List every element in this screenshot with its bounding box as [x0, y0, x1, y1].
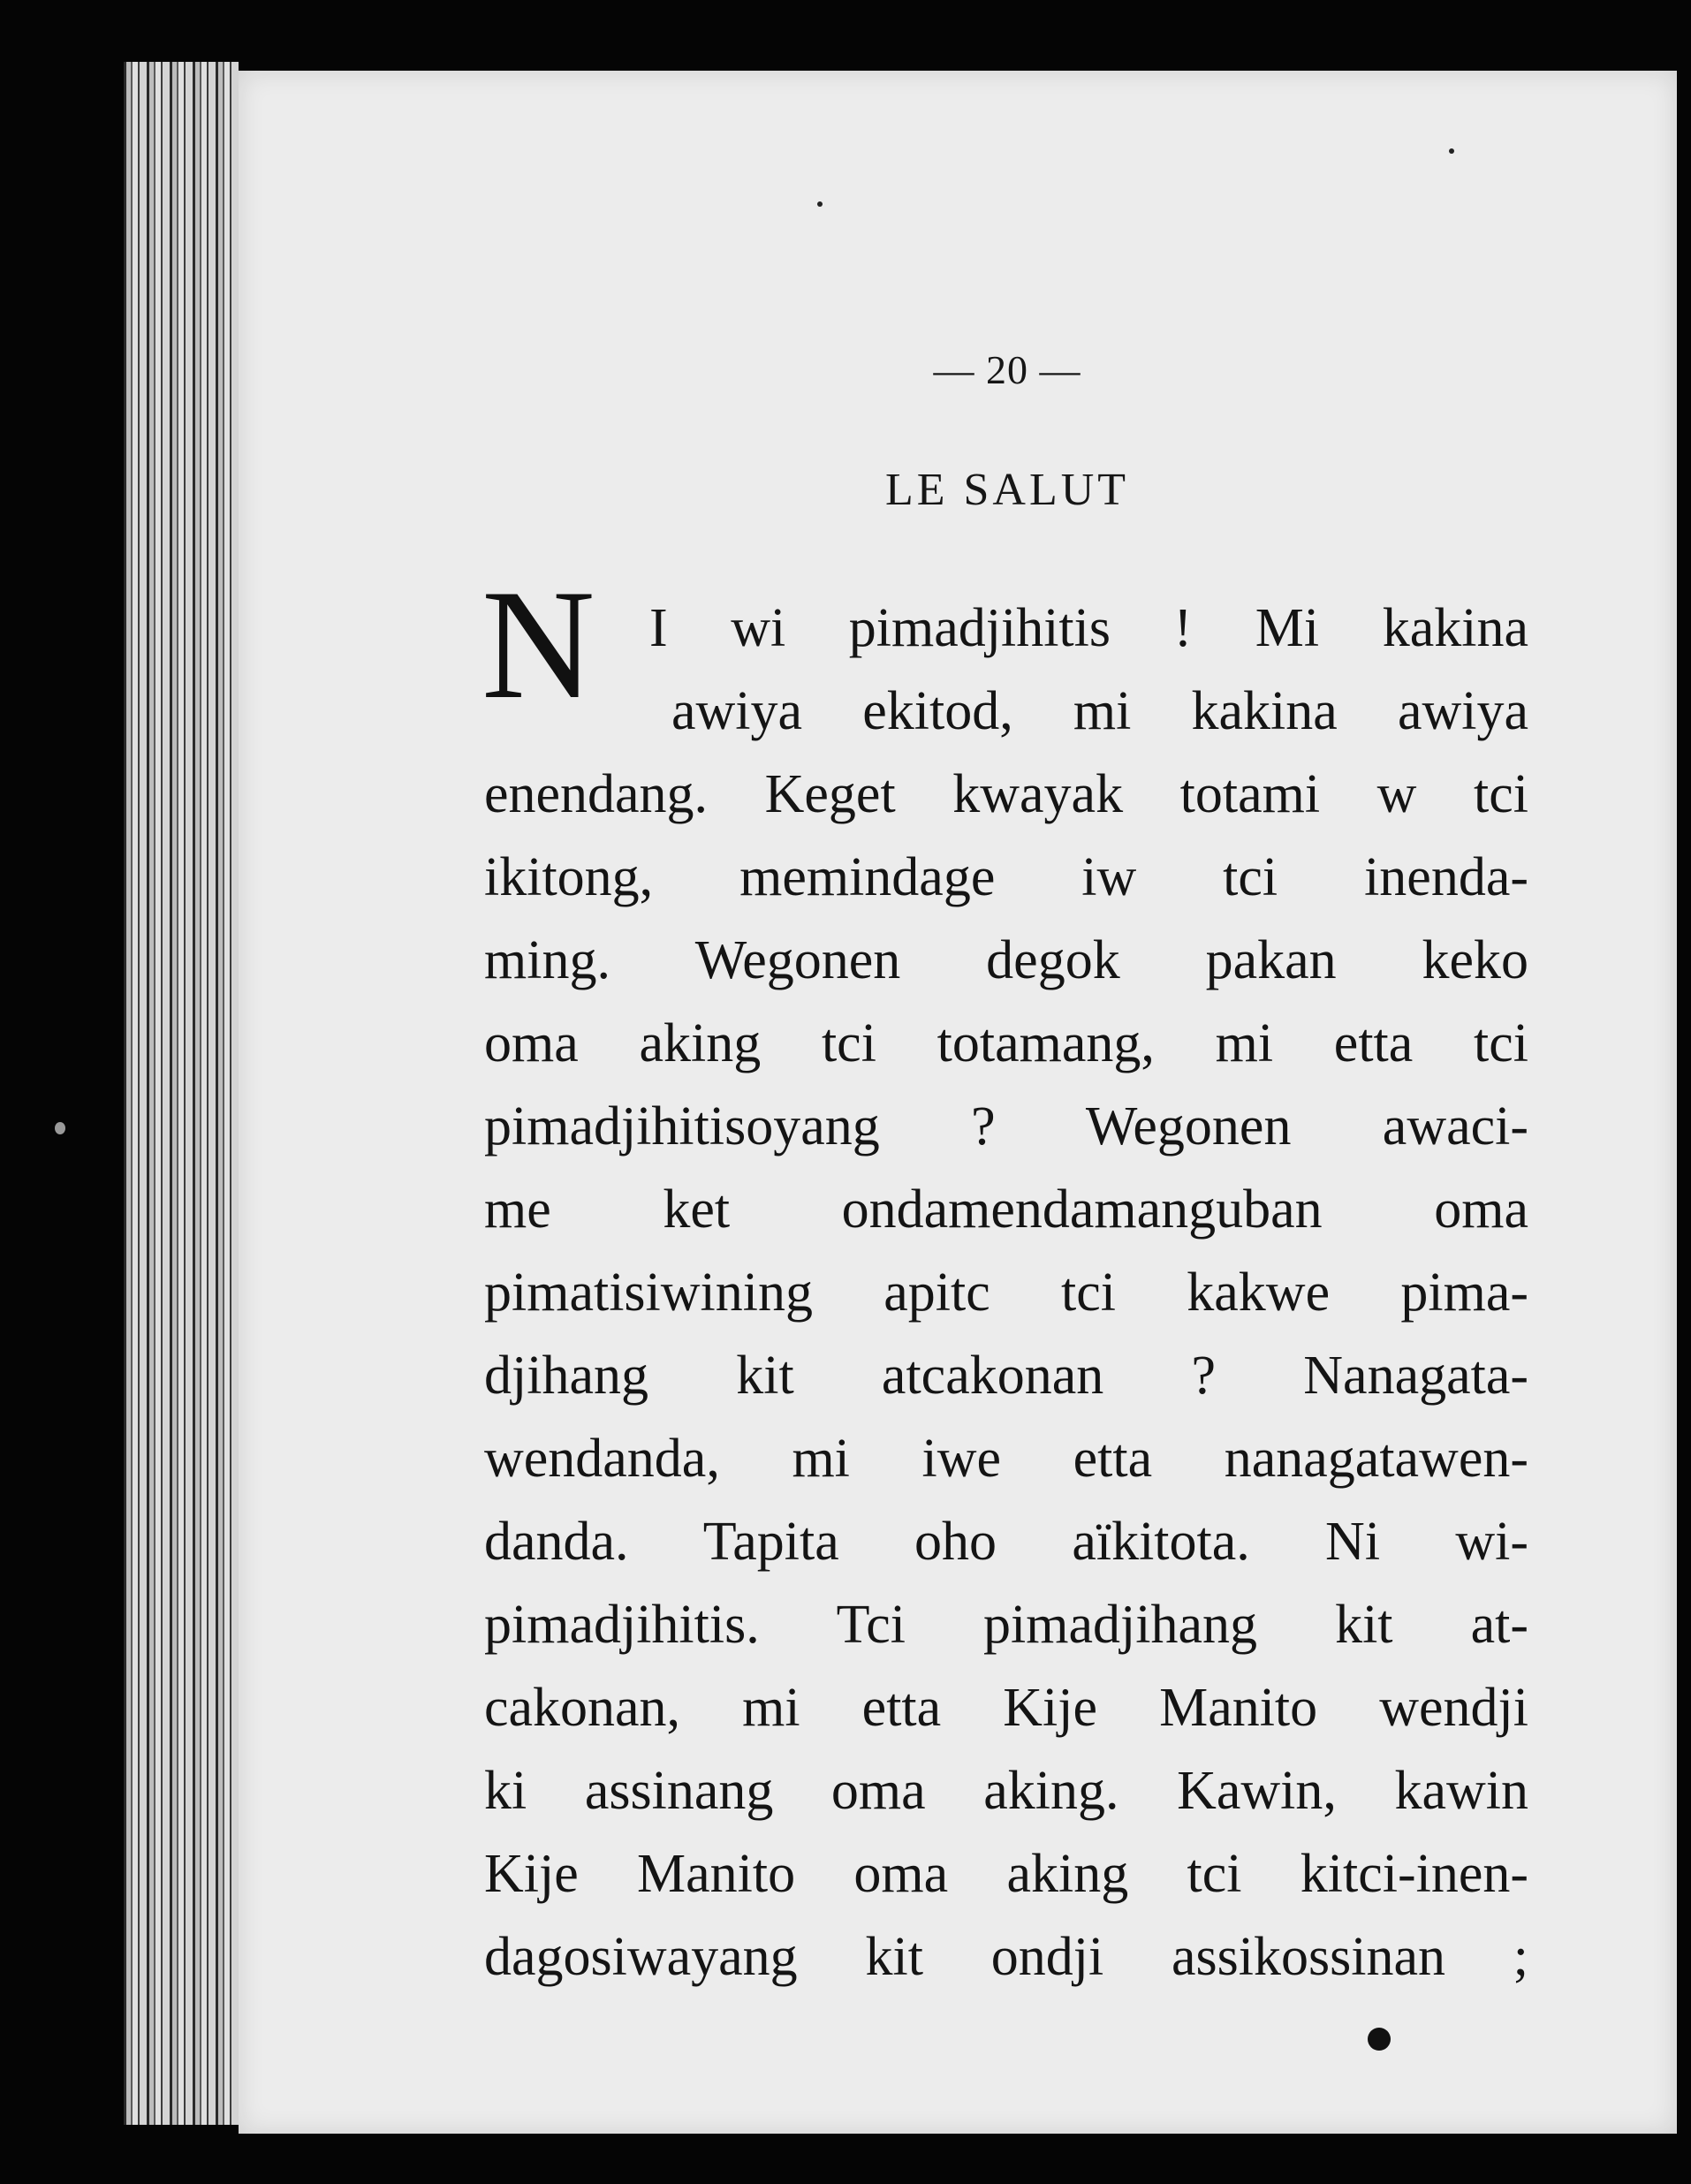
text-line: ming. Wegonen degok pakan keko [484, 930, 1528, 990]
text-line: enendang. Keget kwayak totami w tci [484, 764, 1528, 824]
text-line: me ket ondamendamanguban oma [484, 1179, 1528, 1240]
text-line: pimadjihitis. Tci pimadjihang kit at- [484, 1595, 1528, 1655]
ink-speck [817, 201, 823, 207]
ink-blot [1368, 2028, 1391, 2051]
text-line: I wi pimadjihitis ! Mi kakina [649, 598, 1528, 658]
ink-speck [1449, 148, 1454, 154]
text-line: pimadjihitisoyang ? Wegonen awaci- [484, 1096, 1528, 1156]
text-line: cakonan, mi etta Kije Manito wendji [484, 1678, 1528, 1738]
text-line: Kije Manito oma aking tci kitci-inen- [484, 1844, 1528, 1904]
book-page-edges [124, 62, 239, 2125]
text-line: pimatisiwining apitc tci kakwe pima- [484, 1263, 1528, 1323]
chapter-title: LE SALUT [884, 465, 1130, 515]
drop-cap-letter: N [482, 557, 595, 732]
text-line: dagosiwayang kit ondji assikossinan ; [484, 1927, 1528, 1987]
text-line: oma aking tci totamang, mi etta tci [484, 1013, 1528, 1073]
ink-speck [55, 1122, 65, 1134]
text-line: djihang kit atcakonan ? Nanagata- [484, 1346, 1528, 1406]
text-line: awiya ekitod, mi kakina awiya [671, 681, 1528, 741]
text-line: ikitong, memindage iw tci inenda- [484, 847, 1528, 907]
text-line: danda. Tapita oho aïkitota. Ni wi- [484, 1512, 1528, 1572]
page-number: — 20 — [933, 347, 1081, 392]
text-line: ki assinang oma aking. Kawin, kawin [484, 1761, 1528, 1821]
text-line: wendanda, mi iwe etta nanagatawen- [484, 1429, 1528, 1489]
